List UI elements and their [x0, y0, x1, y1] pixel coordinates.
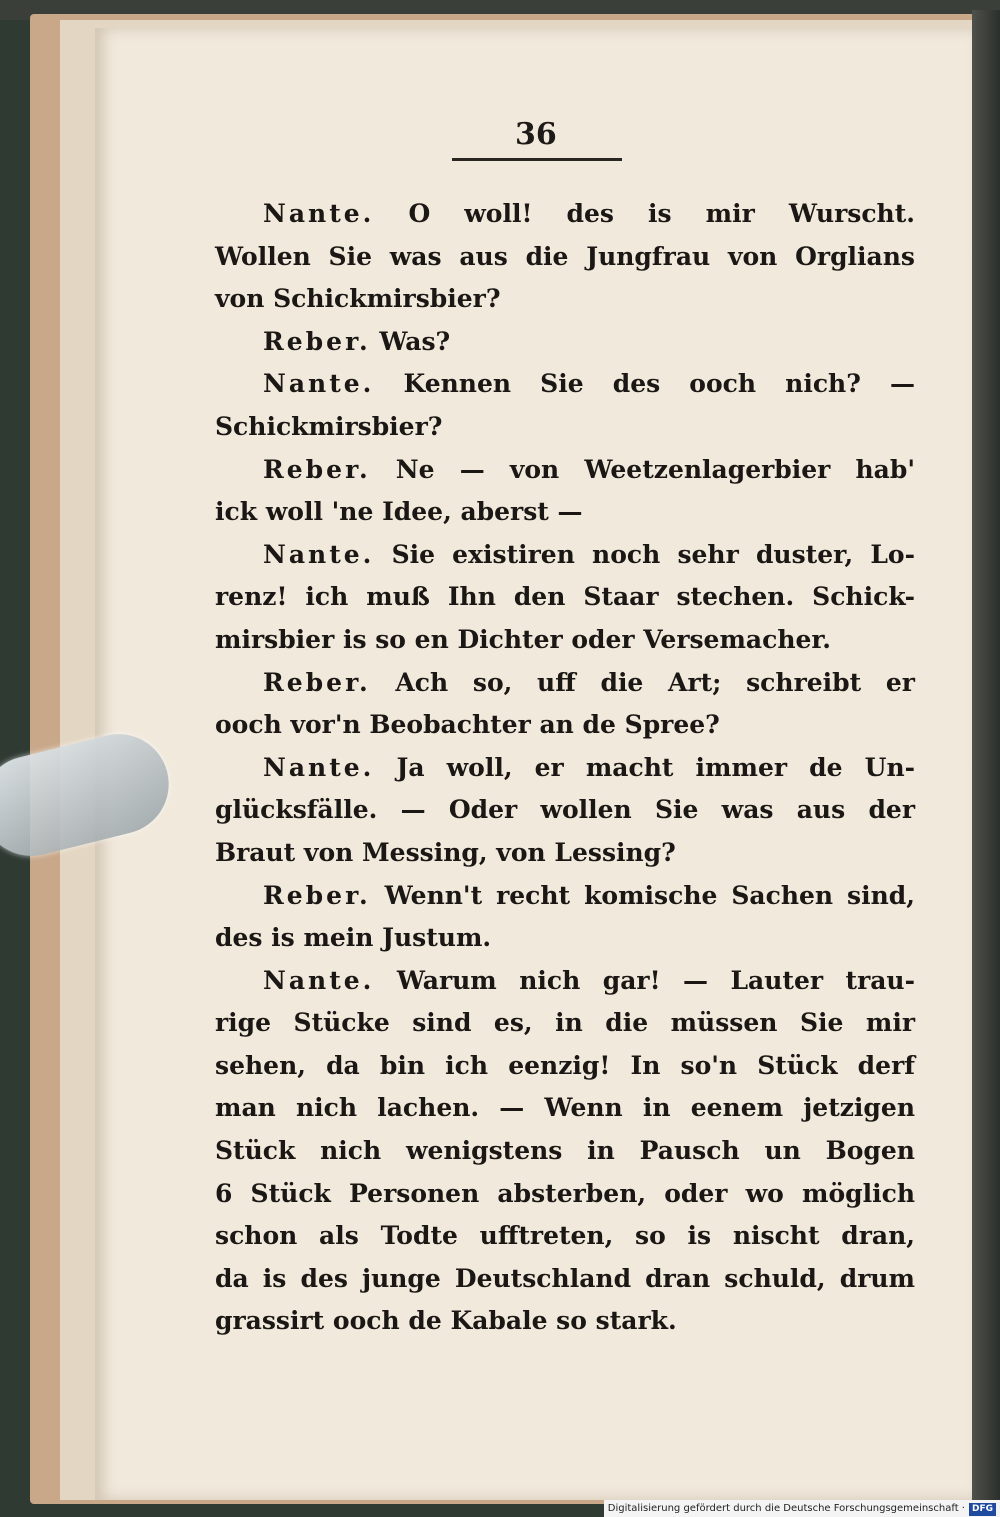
text-line: [215, 576, 915, 619]
line-text: grassirt ooch de Kabale so stark.: [215, 1306, 677, 1336]
line-text: Schickmirsbier?: [215, 411, 443, 441]
text-line: [215, 321, 915, 364]
speaker-name: Nante.: [263, 199, 375, 228]
text-line: [215, 832, 915, 875]
line-text: Kennen Sie des ooch nich? —: [403, 369, 915, 399]
line-text: Wenn't recht komische Sachen sind,: [384, 880, 915, 910]
line-text: ick woll 'ne Idee, aberst —: [215, 497, 583, 527]
line-text: Stück nich wenigstens in Pausch un Bogen: [215, 1136, 915, 1166]
page-header-rule: [452, 158, 622, 161]
line-text: von Schickmirsbier?: [215, 284, 501, 314]
line-text: sehen, da bin ich eenzig! In so'n Stück derf: [215, 1050, 915, 1080]
speaker-name: Reber.: [263, 454, 371, 484]
line-text: man nich lachen. — Wenn in eenem jetzigen: [215, 1093, 915, 1123]
speaker-name: Reber.: [263, 880, 371, 910]
text-line: [215, 1173, 915, 1216]
text-line: [215, 1045, 915, 1088]
line-text: da is des junge Deutschland dran schuld, drum: [215, 1263, 915, 1293]
text-line: [215, 704, 915, 747]
text-line: [215, 789, 915, 832]
digitization-credit: [604, 1500, 1000, 1517]
text-line: [215, 747, 915, 790]
text-line: [215, 1300, 915, 1343]
line-text: Sie existiren noch sehr duster, Lo-: [391, 539, 915, 569]
line-text: Was?: [379, 326, 451, 356]
line-text: glücksfälle. — Oder wollen Sie was aus der: [215, 795, 915, 825]
line-text: rige Stücke sind es, in die müssen Sie mir: [215, 1008, 915, 1038]
text-line: [215, 363, 915, 406]
text-line: [215, 491, 915, 534]
text-line: [215, 406, 915, 449]
line-text: des is mein Justum.: [215, 923, 492, 953]
speaker-name: Reber.: [263, 667, 371, 697]
line-text: Warum nich gar! — Lauter trau-: [396, 965, 915, 995]
text-line: [215, 1002, 915, 1045]
text-line: [215, 662, 915, 705]
text-line: [215, 875, 915, 918]
line-text: Wollen Sie was aus die Jungfrau von Orglians: [215, 241, 915, 271]
text-line: [215, 193, 915, 236]
line-text: renz! ich muß Ihn den Staar stechen. Schick-: [215, 582, 915, 612]
line-text: Braut von Messing, von Lessing?: [215, 837, 676, 867]
speaker-name: Nante.: [263, 752, 375, 782]
book-spine-shadow: [972, 10, 1000, 1505]
line-text: mirsbier is so en Dichter oder Versemacher.: [215, 624, 832, 654]
dfg-logo: DFG: [969, 1503, 996, 1516]
line-text: Ne — von Weetzenlagerbier hab': [395, 454, 915, 484]
credit-text: Digitalisierung gefördert durch die Deutsche Forschungsgemeinschaft ·: [607, 1503, 965, 1514]
speaker-name: Nante.: [263, 369, 375, 399]
text-line: [215, 1215, 915, 1258]
text-line: [215, 236, 915, 279]
page-number: 36: [515, 117, 557, 152]
page-text: [215, 193, 915, 1343]
text-line: [215, 619, 915, 662]
line-text: O woll! des is mir Wurscht.: [408, 199, 915, 228]
line-text: 6 Stück Personen absterben, oder wo möglich: [215, 1178, 915, 1208]
text-line: [215, 1258, 915, 1301]
speaker-name: Reber.: [263, 326, 371, 356]
text-line: [215, 449, 915, 492]
text-line: [215, 1130, 915, 1173]
speaker-name: Nante.: [263, 965, 375, 995]
text-line: [215, 917, 915, 960]
line-text: Ja woll, er macht immer de Un-: [396, 752, 915, 782]
line-text: schon als Todte ufftreten, so is nischt dran,: [215, 1221, 915, 1251]
line-text: Ach so, uff die Art; schreibt er: [395, 667, 915, 697]
text-line: [215, 960, 915, 1003]
text-line: [215, 278, 915, 321]
speaker-name: Nante.: [263, 539, 375, 569]
text-line: [215, 534, 915, 577]
text-line: [215, 1087, 915, 1130]
line-text: ooch vor'n Beobachter an de Spree?: [215, 710, 720, 740]
